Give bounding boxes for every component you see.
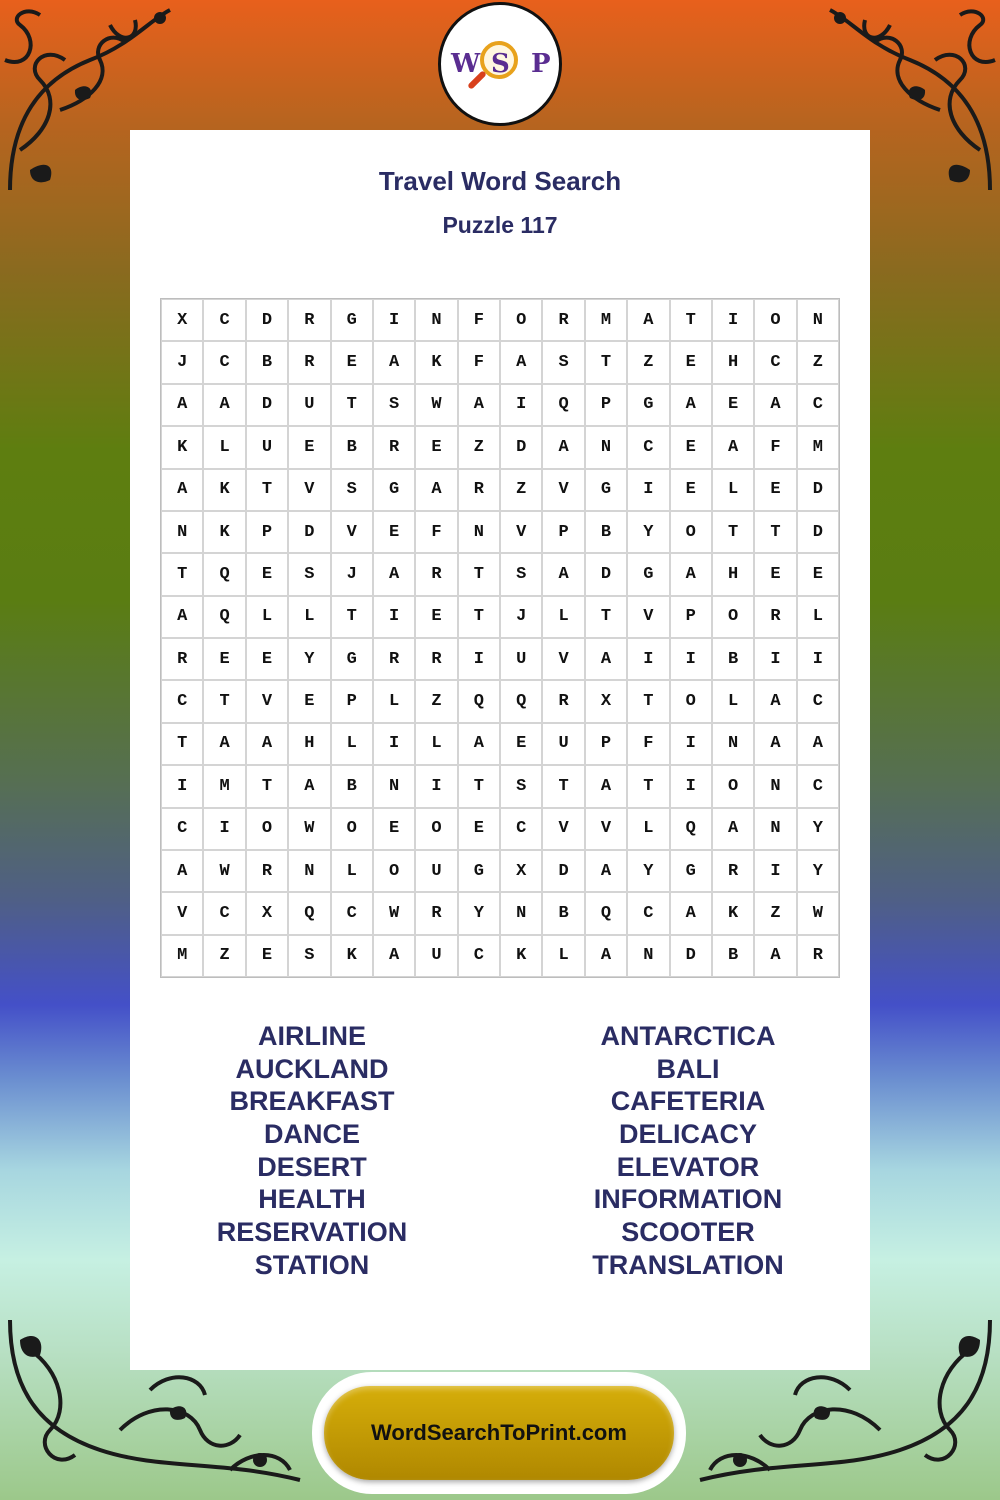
word-list-right (508, 1020, 868, 1282)
grid-cell: E (415, 426, 457, 468)
grid-cell: F (458, 299, 500, 341)
grid-cell: X (500, 850, 542, 892)
grid-cell: E (754, 469, 796, 511)
grid-cell: B (585, 511, 627, 553)
grid-cell: A (754, 723, 796, 765)
grid-cell: X (246, 892, 288, 934)
grid-cell: R (754, 596, 796, 638)
grid-cell: C (500, 808, 542, 850)
grid-cell: V (542, 808, 584, 850)
grid-cell: G (331, 299, 373, 341)
grid-cell: T (331, 596, 373, 638)
grid-cell: E (712, 384, 754, 426)
grid-cell: S (331, 469, 373, 511)
logo-letter-s: S (491, 49, 510, 79)
grid-cell: A (627, 299, 669, 341)
grid-cell: K (161, 426, 203, 468)
grid-cell: N (458, 511, 500, 553)
grid-cell: A (161, 384, 203, 426)
grid-cell: I (754, 850, 796, 892)
logo-letter-w: W (451, 49, 481, 79)
grid-cell: T (203, 680, 245, 722)
grid-cell: T (627, 765, 669, 807)
grid-cell: R (542, 680, 584, 722)
website-button[interactable] (324, 1386, 674, 1480)
grid-cell: E (246, 638, 288, 680)
grid-cell: F (458, 341, 500, 383)
grid-cell: F (754, 426, 796, 468)
grid-cell: A (415, 469, 457, 511)
word-item: DESERT (257, 1151, 367, 1182)
grid-cell: K (712, 892, 754, 934)
grid-cell: C (161, 680, 203, 722)
grid-cell: K (203, 511, 245, 553)
grid-cell: E (670, 426, 712, 468)
word-item: AUCKLAND (235, 1053, 389, 1084)
grid-cell: A (161, 596, 203, 638)
grid-cell: A (670, 384, 712, 426)
grid-cell: E (670, 469, 712, 511)
grid-cell: I (373, 596, 415, 638)
grid-cell: A (161, 850, 203, 892)
grid-cell: D (246, 299, 288, 341)
grid-cell: O (331, 808, 373, 850)
grid-cell: E (246, 553, 288, 595)
grid-cell: E (797, 553, 839, 595)
grid-cell: J (500, 596, 542, 638)
grid-cell: A (203, 384, 245, 426)
grid-cell: W (288, 808, 330, 850)
grid-cell: I (203, 808, 245, 850)
grid-cell: Z (415, 680, 457, 722)
grid-cell: I (670, 765, 712, 807)
word-list-left (132, 1020, 492, 1282)
grid-cell: S (373, 384, 415, 426)
grid-cell: H (288, 723, 330, 765)
grid-cell: A (373, 341, 415, 383)
word-item: STATION (254, 1249, 370, 1280)
grid-cell: O (670, 511, 712, 553)
puzzle-card (130, 130, 870, 1370)
grid-cell: Y (458, 892, 500, 934)
grid-cell: O (500, 299, 542, 341)
grid-cell: U (246, 426, 288, 468)
grid-cell: O (712, 596, 754, 638)
grid-cell: Y (288, 638, 330, 680)
grid-cell: H (712, 341, 754, 383)
grid-cell: E (670, 341, 712, 383)
grid-cell: K (203, 469, 245, 511)
grid-cell: A (754, 935, 796, 977)
grid-cell: N (288, 850, 330, 892)
grid-cell: B (331, 426, 373, 468)
grid-cell: O (415, 808, 457, 850)
grid-cell: C (754, 341, 796, 383)
grid-cell: F (627, 723, 669, 765)
word-item: ANTARCTICA (600, 1021, 776, 1051)
grid-cell: V (246, 680, 288, 722)
grid-cell: N (712, 723, 754, 765)
grid-cell: A (458, 384, 500, 426)
grid-cell: U (415, 935, 457, 977)
grid-cell: S (288, 935, 330, 977)
grid-cell: T (161, 553, 203, 595)
grid-cell: D (670, 935, 712, 977)
grid-cell: I (415, 765, 457, 807)
grid-cell: E (288, 426, 330, 468)
grid-cell: U (415, 850, 457, 892)
word-item: ELEVATOR (616, 1151, 760, 1182)
grid-cell: A (712, 808, 754, 850)
grid-cell: Z (797, 341, 839, 383)
grid-cell: C (627, 426, 669, 468)
grid-cell: S (288, 553, 330, 595)
grid-cell: C (458, 935, 500, 977)
grid-cell: W (373, 892, 415, 934)
grid-cell: R (373, 638, 415, 680)
grid-cell: J (331, 553, 373, 595)
grid-cell: E (331, 341, 373, 383)
grid-cell: R (288, 299, 330, 341)
grid-cell: T (754, 511, 796, 553)
grid-cell: O (246, 808, 288, 850)
grid-cell: G (670, 850, 712, 892)
grid-cell: Q (458, 680, 500, 722)
grid-cell: Q (288, 892, 330, 934)
grid-cell: S (542, 341, 584, 383)
grid-cell: V (542, 638, 584, 680)
grid-cell: A (585, 765, 627, 807)
grid-cell: A (797, 723, 839, 765)
grid-cell: L (712, 680, 754, 722)
grid-cell: E (373, 511, 415, 553)
grid-cell: O (670, 680, 712, 722)
grid-cell: Q (203, 596, 245, 638)
grid-cell: T (458, 553, 500, 595)
grid-cell: K (331, 935, 373, 977)
grid-cell: O (373, 850, 415, 892)
word-item: RESERVATION (216, 1217, 408, 1248)
grid-cell: C (161, 808, 203, 850)
grid-cell: E (288, 680, 330, 722)
grid-cell: A (754, 680, 796, 722)
grid-cell: V (500, 511, 542, 553)
grid-cell: S (500, 553, 542, 595)
grid-cell: I (797, 638, 839, 680)
grid-cell: X (585, 680, 627, 722)
grid-cell: D (246, 384, 288, 426)
grid-cell: Q (670, 808, 712, 850)
grid-cell: B (331, 765, 373, 807)
grid-cell: I (670, 638, 712, 680)
grid-cell: A (542, 553, 584, 595)
grid-cell: N (754, 765, 796, 807)
grid-cell: E (500, 723, 542, 765)
grid-cell: E (246, 935, 288, 977)
grid-cell: Z (500, 469, 542, 511)
grid-cell: C (797, 765, 839, 807)
grid-cell: M (161, 935, 203, 977)
grid-cell: O (754, 299, 796, 341)
grid-cell: I (627, 638, 669, 680)
grid-cell: I (500, 384, 542, 426)
grid-cell: D (500, 426, 542, 468)
grid-cell: D (288, 511, 330, 553)
grid-cell: D (797, 469, 839, 511)
grid-cell: Z (627, 341, 669, 383)
grid-cell: C (331, 892, 373, 934)
grid-cell: C (203, 341, 245, 383)
grid-cell: N (161, 511, 203, 553)
grid-cell: I (712, 299, 754, 341)
grid-cell: Y (797, 808, 839, 850)
grid-cell: I (458, 638, 500, 680)
grid-cell: R (246, 850, 288, 892)
grid-cell: C (797, 384, 839, 426)
puzzle-title: Travel Word Search (378, 166, 622, 196)
grid-cell: A (585, 850, 627, 892)
grid-cell: A (542, 426, 584, 468)
grid-cell: W (203, 850, 245, 892)
grid-cell: G (627, 384, 669, 426)
grid-cell: G (627, 553, 669, 595)
grid-cell: A (373, 553, 415, 595)
word-item: BREAKFAST (229, 1086, 395, 1117)
grid-cell: R (415, 553, 457, 595)
grid-cell: T (712, 511, 754, 553)
grid-cell: T (246, 765, 288, 807)
grid-cell: W (797, 892, 839, 934)
grid-cell: T (246, 469, 288, 511)
grid-cell: P (670, 596, 712, 638)
grid-cell: U (542, 723, 584, 765)
grid-cell: N (585, 426, 627, 468)
grid-cell: Z (458, 426, 500, 468)
grid-cell: E (754, 553, 796, 595)
grid-cell: I (373, 299, 415, 341)
grid-cell: V (542, 469, 584, 511)
grid-cell: L (627, 808, 669, 850)
grid-cell: I (373, 723, 415, 765)
grid-cell: R (797, 935, 839, 977)
grid-cell: T (331, 384, 373, 426)
grid-cell: C (627, 892, 669, 934)
website-url: WordSearchToPrint.com (371, 1420, 627, 1445)
logo-letter-p: P (531, 49, 551, 79)
grid-cell: X (161, 299, 203, 341)
grid-cell: A (246, 723, 288, 765)
grid-cell: R (712, 850, 754, 892)
grid-cell: A (712, 426, 754, 468)
grid-cell: P (542, 511, 584, 553)
word-item: DELICACY (618, 1119, 757, 1150)
grid-cell: N (415, 299, 457, 341)
grid-cell: Y (627, 511, 669, 553)
grid-cell: E (458, 808, 500, 850)
grid-cell: V (627, 596, 669, 638)
grid-cell: T (627, 680, 669, 722)
grid-cell: L (542, 935, 584, 977)
grid-cell: R (373, 426, 415, 468)
grid-cell: T (161, 723, 203, 765)
grid-cell: A (458, 723, 500, 765)
grid-cell: L (797, 596, 839, 638)
grid-cell: B (712, 638, 754, 680)
grid-cell: E (415, 596, 457, 638)
word-item: CAFETERIA (610, 1086, 766, 1117)
grid-cell: A (754, 384, 796, 426)
grid-cell: H (712, 553, 754, 595)
grid-cell: L (542, 596, 584, 638)
letter-grid (160, 298, 840, 978)
grid-cell: Q (542, 384, 584, 426)
grid-cell: Y (627, 850, 669, 892)
grid-cell: A (203, 723, 245, 765)
grid-cell: A (288, 765, 330, 807)
grid-cell: V (331, 511, 373, 553)
grid-cell: T (585, 341, 627, 383)
grid-cell: R (288, 341, 330, 383)
grid-cell: A (373, 935, 415, 977)
grid-cell: I (670, 723, 712, 765)
grid-cell: A (585, 935, 627, 977)
grid-cell: V (288, 469, 330, 511)
grid-cell: V (585, 808, 627, 850)
grid-cell: Q (585, 892, 627, 934)
grid-cell: Z (754, 892, 796, 934)
grid-cell: K (500, 935, 542, 977)
grid-cell: N (797, 299, 839, 341)
grid-cell: Z (203, 935, 245, 977)
grid-cell: N (754, 808, 796, 850)
grid-cell: D (585, 553, 627, 595)
grid-cell: P (585, 384, 627, 426)
grid-cell: U (288, 384, 330, 426)
grid-cell: G (373, 469, 415, 511)
grid-cell: I (754, 638, 796, 680)
grid-cell: Q (203, 553, 245, 595)
grid-cell: L (712, 469, 754, 511)
word-item: INFORMATION (593, 1184, 783, 1215)
grid-cell: M (203, 765, 245, 807)
grid-cell: I (627, 469, 669, 511)
wsp-logo (438, 2, 562, 126)
grid-cell: M (797, 426, 839, 468)
grid-cell: S (500, 765, 542, 807)
grid-cell: G (331, 638, 373, 680)
grid-cell: C (203, 892, 245, 934)
grid-cell: L (288, 596, 330, 638)
grid-cell: J (161, 341, 203, 383)
grid-cell: P (331, 680, 373, 722)
website-banner (312, 1372, 686, 1494)
grid-cell: A (500, 341, 542, 383)
grid-cell: B (712, 935, 754, 977)
grid-cell: A (670, 892, 712, 934)
grid-cell: O (712, 765, 754, 807)
word-item: BALI (656, 1053, 720, 1084)
grid-cell: B (246, 341, 288, 383)
grid-cell: L (203, 426, 245, 468)
grid-cell: T (542, 765, 584, 807)
grid-cell: M (585, 299, 627, 341)
grid-cell: L (331, 850, 373, 892)
puzzle-number: Puzzle 117 (442, 212, 558, 238)
word-item: DANCE (263, 1119, 360, 1150)
word-item: SCOOTER (621, 1217, 755, 1248)
grid-cell: R (161, 638, 203, 680)
grid-cell: K (415, 341, 457, 383)
grid-cell: G (585, 469, 627, 511)
grid-cell: R (415, 638, 457, 680)
grid-cell: N (500, 892, 542, 934)
grid-cell: V (161, 892, 203, 934)
grid-cell: L (373, 680, 415, 722)
grid-cell: G (458, 850, 500, 892)
grid-cell: A (585, 638, 627, 680)
grid-cell: W (415, 384, 457, 426)
grid-cell: P (246, 511, 288, 553)
grid-cell: I (161, 765, 203, 807)
grid-cell: T (458, 596, 500, 638)
grid-cell: C (797, 680, 839, 722)
grid-cell: E (203, 638, 245, 680)
grid-cell: T (670, 299, 712, 341)
grid-cell: D (542, 850, 584, 892)
word-item: HEALTH (258, 1184, 366, 1215)
grid-cell: L (331, 723, 373, 765)
grid-cell: P (585, 723, 627, 765)
grid-cell: C (203, 299, 245, 341)
grid-cell: B (542, 892, 584, 934)
grid-cell: U (500, 638, 542, 680)
grid-cell: T (585, 596, 627, 638)
word-item: TRANSLATION (592, 1249, 784, 1280)
grid-cell: A (670, 553, 712, 595)
grid-cell: A (161, 469, 203, 511)
grid-cell: Y (797, 850, 839, 892)
grid-cell: T (458, 765, 500, 807)
word-item: AIRLINE (258, 1021, 366, 1051)
grid-cell: N (373, 765, 415, 807)
grid-cell: F (415, 511, 457, 553)
grid-cell: E (373, 808, 415, 850)
grid-cell: R (542, 299, 584, 341)
grid-cell: N (627, 935, 669, 977)
grid-cell: R (458, 469, 500, 511)
grid-cell: R (415, 892, 457, 934)
grid-cell: D (797, 511, 839, 553)
grid-cell: Q (500, 680, 542, 722)
grid-cell: L (246, 596, 288, 638)
grid-cell: L (415, 723, 457, 765)
